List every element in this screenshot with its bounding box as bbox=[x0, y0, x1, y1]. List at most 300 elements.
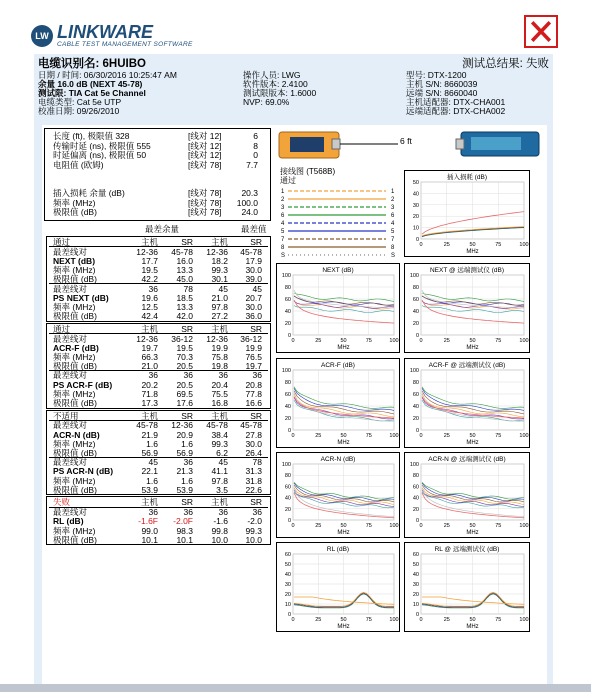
chart-svg bbox=[277, 543, 399, 631]
x-tick-label: 50 bbox=[340, 338, 347, 344]
metric-value: 19.9 bbox=[211, 342, 228, 353]
metric-value: 70.3 bbox=[176, 351, 193, 362]
chart-rl-remote bbox=[404, 542, 530, 632]
header-test-limit: 测试限: TIA Cat 5e Channel bbox=[38, 88, 146, 98]
metric-value: 36 bbox=[183, 370, 193, 381]
wiremap-pin-left: 5 bbox=[281, 229, 285, 235]
x-tick-label: 100 bbox=[519, 433, 529, 439]
y-tick-label: 40 bbox=[284, 495, 291, 502]
metric-value: 22.6 bbox=[245, 484, 262, 495]
metric-value: 12-36 bbox=[136, 246, 158, 257]
metric-value: 10.0 bbox=[211, 534, 228, 545]
metric-value: 69.5 bbox=[176, 388, 193, 399]
y-tick-label: 20 bbox=[412, 506, 419, 513]
metric-label: PS NEXT (dB) bbox=[53, 292, 109, 303]
metric-value: 30.0 bbox=[245, 265, 262, 276]
y-tick-label: 100 bbox=[281, 273, 291, 279]
metric-value: -1.6F bbox=[138, 516, 158, 527]
y-tick-label: 80 bbox=[412, 285, 419, 291]
y-tick-label: 20 bbox=[284, 506, 291, 513]
metric-value: 27.8 bbox=[245, 429, 262, 440]
basic-value: 7.7 bbox=[246, 159, 258, 170]
metric-value: 45 bbox=[218, 457, 228, 468]
chart-svg bbox=[405, 543, 529, 631]
report-header bbox=[34, 54, 553, 120]
metric-value: 36 bbox=[252, 370, 262, 381]
fail-x-icon bbox=[524, 15, 558, 48]
metric-value: 16.6 bbox=[245, 397, 262, 408]
chart-title: NEXT (dB) bbox=[322, 267, 354, 274]
column-header: SR bbox=[181, 237, 193, 247]
y-tick-label: 0 bbox=[287, 612, 291, 618]
y-tick-label: 0 bbox=[415, 333, 419, 339]
metric-value: 36 bbox=[148, 283, 158, 294]
insertion-pair: [线对 78] bbox=[188, 207, 222, 217]
metric-value: 21.3 bbox=[176, 466, 193, 477]
wiremap-pin-right: 6 bbox=[391, 213, 395, 219]
metric-value: 36 bbox=[218, 370, 228, 381]
metric-value: 78 bbox=[252, 457, 262, 468]
x-tick-label: 100 bbox=[389, 523, 399, 529]
metric-value: 10.1 bbox=[176, 534, 193, 545]
chart-next-remote bbox=[404, 263, 530, 353]
column-header: SR bbox=[250, 497, 262, 508]
metric-value: 45 bbox=[218, 283, 228, 294]
x-axis-label: MHz bbox=[337, 530, 350, 536]
chart-svg bbox=[405, 453, 529, 537]
y-tick-label: 40 bbox=[412, 309, 419, 315]
y-tick-label: 0 bbox=[415, 428, 419, 434]
section-status: 通过 bbox=[53, 323, 71, 334]
column-header: 主机 bbox=[140, 410, 158, 421]
y-tick-label: 20 bbox=[412, 416, 419, 422]
metric-value: 17.3 bbox=[141, 397, 158, 408]
column-header: SR bbox=[250, 323, 262, 334]
wiremap-area bbox=[278, 131, 400, 259]
metric-value: 56.9 bbox=[176, 447, 193, 458]
x-tick-label: 100 bbox=[389, 433, 399, 439]
metric-value: 45 bbox=[148, 457, 158, 468]
basic-label: 传输时延 (ns), 极限值 555 bbox=[53, 140, 151, 151]
x-tick-label: 25 bbox=[443, 523, 450, 529]
y-tick-label: 80 bbox=[284, 380, 291, 386]
metric-value: 97.8 bbox=[211, 475, 228, 486]
chart-next-main bbox=[276, 263, 400, 353]
metric-value: 10.0 bbox=[245, 534, 262, 545]
x-tick-label: 75 bbox=[495, 242, 502, 248]
x-tick-label: 0 bbox=[419, 433, 423, 439]
metric-value: 18.2 bbox=[211, 255, 228, 266]
metric-label: 极限值 (dB) bbox=[53, 361, 97, 372]
x-tick-label: 50 bbox=[469, 523, 476, 529]
section-box bbox=[46, 496, 271, 545]
column-header: SR bbox=[181, 497, 193, 508]
metric-value: 20.7 bbox=[245, 292, 262, 303]
header-date: 日期 / 时间: 06/30/2016 10:25:47 AM bbox=[38, 70, 177, 80]
metric-label: 极限值 (dB) bbox=[53, 311, 97, 322]
section-box bbox=[46, 236, 271, 322]
metric-label: PS ACR-F (dB) bbox=[53, 379, 113, 390]
metric-value: 27.2 bbox=[211, 311, 228, 322]
metric-value: 42.4 bbox=[141, 311, 158, 322]
metric-label: 极限值 (dB) bbox=[53, 447, 97, 458]
insertion-value: 20.3 bbox=[241, 188, 258, 198]
metric-value: 36 bbox=[218, 507, 228, 518]
metric-value: 77.8 bbox=[245, 388, 262, 399]
metric-value: 21.0 bbox=[141, 361, 158, 372]
metric-label: 频率 (MHz) bbox=[53, 351, 96, 362]
metric-value: 75.8 bbox=[211, 351, 228, 362]
metric-label: 最差线对 bbox=[53, 507, 88, 518]
metric-value: 45-78 bbox=[206, 420, 228, 431]
y-tick-label: 50 bbox=[284, 562, 291, 568]
chart-rl-main bbox=[276, 542, 400, 632]
metric-label: ACR-N (dB) bbox=[53, 429, 100, 440]
column-header: 主机 bbox=[140, 323, 158, 334]
y-tick-label: 60 bbox=[412, 392, 419, 398]
section-box bbox=[46, 410, 271, 496]
y-tick-label: 100 bbox=[409, 368, 419, 374]
metric-value: 45-78 bbox=[136, 420, 158, 431]
metric-value: 20.4 bbox=[211, 379, 228, 390]
basic-pair: [线对 12] bbox=[188, 131, 222, 141]
metric-value: 13.3 bbox=[176, 265, 193, 276]
metric-label: 频率 (MHz) bbox=[53, 438, 96, 449]
metric-value: 36 bbox=[183, 507, 193, 518]
x-tick-label: 25 bbox=[315, 433, 322, 439]
x-tick-label: 50 bbox=[469, 433, 476, 439]
y-tick-label: 60 bbox=[284, 392, 291, 398]
insertion-label: 插入损耗 余量 (dB) bbox=[53, 188, 125, 198]
header-main-adapter: 主机适配器: DTX-CHA001 bbox=[406, 97, 506, 107]
metric-value: 30.0 bbox=[245, 301, 262, 312]
y-tick-label: 20 bbox=[412, 321, 419, 327]
metric-value: 19.7 bbox=[245, 361, 262, 372]
x-tick-label: 0 bbox=[419, 617, 423, 623]
metric-value: 1.6 bbox=[146, 475, 158, 486]
header-model: 型号: DTX-1200 bbox=[406, 70, 467, 80]
wiremap-pin-right: 1 bbox=[391, 189, 395, 195]
metric-value: 10.1 bbox=[141, 534, 158, 545]
y-tick-label: 10 bbox=[412, 602, 419, 608]
x-axis-label: MHz bbox=[337, 345, 350, 351]
metric-value: 17.9 bbox=[245, 255, 262, 266]
insertion-label: 极限值 (dB) bbox=[53, 207, 97, 217]
metric-label: 最差线对 bbox=[53, 420, 88, 431]
y-tick-label: 80 bbox=[284, 285, 291, 291]
header-cable-type: 电缆类型: Cat 5e UTP bbox=[38, 97, 122, 107]
metric-value: 13.3 bbox=[176, 301, 193, 312]
metric-value: 75.5 bbox=[211, 388, 228, 399]
column-header: SR bbox=[181, 323, 193, 334]
metric-value: 78 bbox=[183, 283, 193, 294]
x-tick-label: 75 bbox=[495, 523, 502, 529]
wiremap-pin-left: 3 bbox=[281, 205, 285, 211]
metric-value: 99.3 bbox=[245, 525, 262, 536]
x-tick-label: 50 bbox=[469, 338, 476, 344]
y-tick-label: 0 bbox=[415, 518, 419, 524]
metric-value: 12-36 bbox=[136, 333, 158, 344]
metric-value: 17.7 bbox=[141, 255, 158, 266]
y-tick-label: 60 bbox=[412, 297, 419, 303]
y-tick-label: 20 bbox=[284, 592, 291, 598]
chart-title: ACR-F @ 远端测试仪 (dB) bbox=[428, 362, 506, 369]
x-axis-label: MHz bbox=[466, 249, 479, 255]
y-tick-label: 100 bbox=[281, 368, 291, 374]
metric-label: 极限值 (dB) bbox=[53, 534, 97, 545]
metric-value: 16.0 bbox=[176, 255, 193, 266]
chart-acrf-remote bbox=[404, 358, 530, 448]
overall-result: 测试总结果: 失败 bbox=[462, 58, 549, 70]
header-margin: 余量 16.0 dB (NEXT 45-78) bbox=[38, 79, 143, 89]
column-header: 主机 bbox=[210, 237, 228, 247]
metric-value: -2.0 bbox=[247, 516, 262, 527]
chart-title: NEXT @ 远端测试仪 (dB) bbox=[429, 267, 505, 274]
metric-value: 36-12 bbox=[171, 333, 193, 344]
metric-value: 20.2 bbox=[141, 379, 158, 390]
metric-value: 19.8 bbox=[211, 361, 228, 372]
chart-svg bbox=[405, 171, 529, 256]
x-tick-label: 75 bbox=[365, 338, 372, 344]
wiremap-pin-right: 3 bbox=[391, 205, 395, 211]
section-status: 不适用 bbox=[53, 410, 79, 421]
worst-value-heading: 最差值 bbox=[241, 224, 267, 234]
x-axis-label: MHz bbox=[466, 624, 479, 630]
metric-label: 极限值 (dB) bbox=[53, 274, 97, 285]
metric-value: 56.9 bbox=[141, 447, 158, 458]
x-tick-label: 50 bbox=[340, 617, 347, 623]
x-tick-label: 0 bbox=[291, 338, 295, 344]
metric-value: 36 bbox=[183, 457, 193, 468]
wiremap-pin-left: 8 bbox=[281, 245, 285, 251]
metric-label: RL (dB) bbox=[53, 516, 84, 527]
insertion-pair: [线对 78] bbox=[188, 197, 222, 208]
metric-value: 76.5 bbox=[245, 351, 262, 362]
x-tick-label: 25 bbox=[315, 523, 322, 529]
basic-label: 电阻值 (欧姆) bbox=[53, 159, 104, 170]
header-cal-date: 校准日期: 09/26/2010 bbox=[38, 106, 120, 116]
y-tick-label: 50 bbox=[412, 562, 419, 568]
metric-value: 1.6 bbox=[181, 438, 193, 449]
y-tick-label: 40 bbox=[412, 404, 419, 410]
basic-pair: [线对 12] bbox=[188, 140, 222, 151]
metric-value: 53.9 bbox=[141, 484, 158, 495]
header-nvp: NVP: 69.0% bbox=[243, 97, 290, 107]
x-tick-label: 50 bbox=[469, 242, 476, 248]
y-tick-label: 10 bbox=[284, 602, 291, 608]
metric-value: 97.8 bbox=[211, 301, 228, 312]
metric-label: 极限值 (dB) bbox=[53, 397, 97, 408]
wiremap-pin-left: 1 bbox=[281, 189, 285, 195]
chart-svg bbox=[405, 264, 529, 352]
x-tick-label: 100 bbox=[519, 242, 529, 248]
metric-value: 12-36 bbox=[206, 333, 228, 344]
metric-value: -2.0F bbox=[173, 516, 193, 527]
metric-label: 最差线对 bbox=[53, 370, 88, 381]
metric-value: 41.1 bbox=[211, 466, 228, 477]
metric-value: 19.5 bbox=[176, 342, 193, 353]
metric-value: 12-36 bbox=[206, 246, 228, 257]
metric-value: 20.9 bbox=[176, 429, 193, 440]
x-tick-label: 75 bbox=[495, 433, 502, 439]
y-tick-label: 40 bbox=[284, 572, 291, 578]
metric-value: 36.0 bbox=[245, 311, 262, 322]
x-tick-label: 0 bbox=[419, 338, 423, 344]
section-status: 失败 bbox=[53, 497, 71, 508]
y-tick-label: 60 bbox=[284, 297, 291, 303]
wiremap-pin-right: 2 bbox=[391, 197, 395, 203]
x-tick-label: 75 bbox=[365, 523, 372, 529]
y-tick-label: 20 bbox=[284, 321, 291, 327]
y-tick-label: 40 bbox=[412, 572, 419, 578]
x-tick-label: 25 bbox=[443, 617, 450, 623]
x-axis-label: MHz bbox=[337, 624, 350, 630]
header-operator: 操作人员: LWG bbox=[243, 70, 301, 80]
x-axis-label: MHz bbox=[466, 530, 479, 536]
y-tick-label: 40 bbox=[284, 404, 291, 410]
column-header: 主机 bbox=[210, 323, 228, 334]
x-tick-label: 25 bbox=[443, 433, 450, 439]
wiremap-pin-left: S bbox=[281, 253, 286, 259]
metric-label: 最差线对 bbox=[53, 333, 88, 344]
y-tick-label: 0 bbox=[287, 333, 291, 339]
metric-label: 极限值 (dB) bbox=[53, 484, 97, 495]
metric-label: 最差线对 bbox=[53, 283, 88, 294]
wiremap-pin-right: 5 bbox=[391, 229, 395, 235]
wiremap-status: 通过 bbox=[280, 176, 296, 185]
logo-title: LINKWARE bbox=[57, 22, 153, 42]
main-tester-screen bbox=[290, 137, 324, 152]
y-tick-label: 60 bbox=[284, 552, 291, 558]
metric-value: 45 bbox=[252, 283, 262, 294]
y-tick-label: 0 bbox=[415, 612, 419, 618]
x-tick-label: 50 bbox=[340, 433, 347, 439]
metric-value: 36 bbox=[148, 370, 158, 381]
metric-value: 19.5 bbox=[141, 265, 158, 276]
metric-value: 20.5 bbox=[176, 379, 193, 390]
metric-label: 最差线对 bbox=[53, 457, 88, 468]
chart-title: RL (dB) bbox=[326, 546, 350, 553]
y-tick-label: 0 bbox=[415, 237, 419, 243]
x-tick-label: 25 bbox=[443, 242, 450, 248]
y-tick-label: 100 bbox=[281, 462, 291, 468]
chart-title: ACR-N @ 远端测试仪 (dB) bbox=[428, 456, 506, 463]
y-tick-label: 0 bbox=[287, 518, 291, 524]
linkware-logo-icon: LW bbox=[31, 25, 53, 47]
x-tick-label: 75 bbox=[365, 433, 372, 439]
metric-value: 36-12 bbox=[240, 333, 262, 344]
metric-value: 66.3 bbox=[141, 351, 158, 362]
insertion-value: 100.0 bbox=[236, 197, 258, 208]
column-header: SR bbox=[250, 237, 262, 247]
metric-label: 频率 (MHz) bbox=[53, 388, 96, 399]
y-tick-label: 50 bbox=[412, 180, 419, 186]
metric-value: 3.5 bbox=[216, 484, 228, 495]
x-axis-label: MHz bbox=[466, 440, 479, 446]
x-tick-label: 50 bbox=[340, 523, 347, 529]
y-tick-label: 40 bbox=[284, 309, 291, 315]
metric-value: 16.8 bbox=[211, 397, 228, 408]
x-tick-label: 25 bbox=[315, 617, 322, 623]
chart-title: RL @ 远端测试仪 (dB) bbox=[434, 546, 500, 553]
metric-value: 21.9 bbox=[141, 429, 158, 440]
metric-value: 45-78 bbox=[240, 420, 262, 431]
basic-pair: [线对 78] bbox=[188, 159, 222, 170]
y-tick-label: 40 bbox=[412, 495, 419, 502]
y-tick-label: 60 bbox=[412, 552, 419, 558]
column-header: 主机 bbox=[140, 237, 158, 247]
metric-value: 19.9 bbox=[245, 342, 262, 353]
y-tick-label: 40 bbox=[412, 191, 419, 198]
basic-label: 长度 (ft), 极限值 328 bbox=[53, 131, 130, 141]
x-tick-label: 0 bbox=[419, 523, 423, 529]
y-tick-label: 100 bbox=[409, 273, 419, 279]
y-tick-label: 60 bbox=[412, 484, 419, 491]
x-tick-label: 100 bbox=[519, 338, 529, 344]
metric-label: ACR-F (dB) bbox=[53, 342, 99, 353]
wiremap-pin-right: 8 bbox=[391, 245, 395, 251]
header-main-sn: 主机 S/N: 8660039 bbox=[406, 79, 478, 89]
remote-tester-image bbox=[455, 131, 541, 157]
y-tick-label: 80 bbox=[412, 380, 419, 386]
cable-id: 电缆识别名: 6HUIBO bbox=[38, 58, 146, 70]
header-remote-adapter: 远端适配器: DTX-CHA002 bbox=[406, 106, 506, 116]
x-axis-label: MHz bbox=[466, 345, 479, 351]
basic-value: 8 bbox=[253, 140, 258, 151]
basic-value: 6 bbox=[253, 131, 258, 141]
column-header: SR bbox=[181, 410, 193, 421]
x-tick-label: 0 bbox=[291, 617, 295, 623]
basic-label: 时延偏离 (ns), 极限值 50 bbox=[53, 150, 147, 160]
metric-value: 21.0 bbox=[211, 292, 228, 303]
metric-value: 45-78 bbox=[171, 246, 193, 257]
metric-value: 17.6 bbox=[176, 397, 193, 408]
x-axis-label: MHz bbox=[337, 440, 350, 446]
x-tick-label: 0 bbox=[291, 433, 295, 439]
chart-acrn-remote bbox=[404, 452, 530, 538]
metric-value: 99.3 bbox=[211, 438, 228, 449]
worst-margin-heading: 最差余量 bbox=[145, 224, 180, 234]
metric-label: 频率 (MHz) bbox=[53, 525, 96, 536]
chart-title: ACR-F (dB) bbox=[321, 362, 355, 369]
x-tick-label: 50 bbox=[469, 617, 476, 623]
x-tick-label: 25 bbox=[315, 338, 322, 344]
insertion-value: 24.0 bbox=[241, 207, 258, 217]
metric-value: 36 bbox=[252, 507, 262, 518]
logo-tagline: CABLE TEST MANAGEMENT SOFTWARE bbox=[57, 41, 193, 48]
metric-value: 36 bbox=[148, 507, 158, 518]
metric-value: 1.6 bbox=[181, 475, 193, 486]
metric-value: 20.8 bbox=[245, 379, 262, 390]
y-tick-label: 80 bbox=[412, 473, 419, 480]
wiremap-pin-left: 2 bbox=[281, 197, 285, 203]
chart-title: ACR-N (dB) bbox=[320, 456, 356, 463]
insertion-pair: [线对 78] bbox=[188, 188, 222, 198]
wiremap-pin-left: 4 bbox=[281, 221, 285, 227]
y-tick-label: 100 bbox=[409, 462, 419, 468]
column-header: 主机 bbox=[140, 497, 158, 508]
y-tick-label: 10 bbox=[412, 225, 419, 232]
metric-value: 42.0 bbox=[176, 311, 193, 322]
metric-value: 71.8 bbox=[141, 388, 158, 399]
insertion-loss-chart bbox=[404, 170, 530, 257]
metric-value: -1.6 bbox=[213, 516, 228, 527]
metric-label: 频率 (MHz) bbox=[53, 265, 96, 276]
y-tick-label: 20 bbox=[412, 592, 419, 598]
metric-value: 99.8 bbox=[211, 525, 228, 536]
main-tester-adapter bbox=[332, 139, 340, 149]
x-tick-label: 100 bbox=[519, 523, 529, 529]
